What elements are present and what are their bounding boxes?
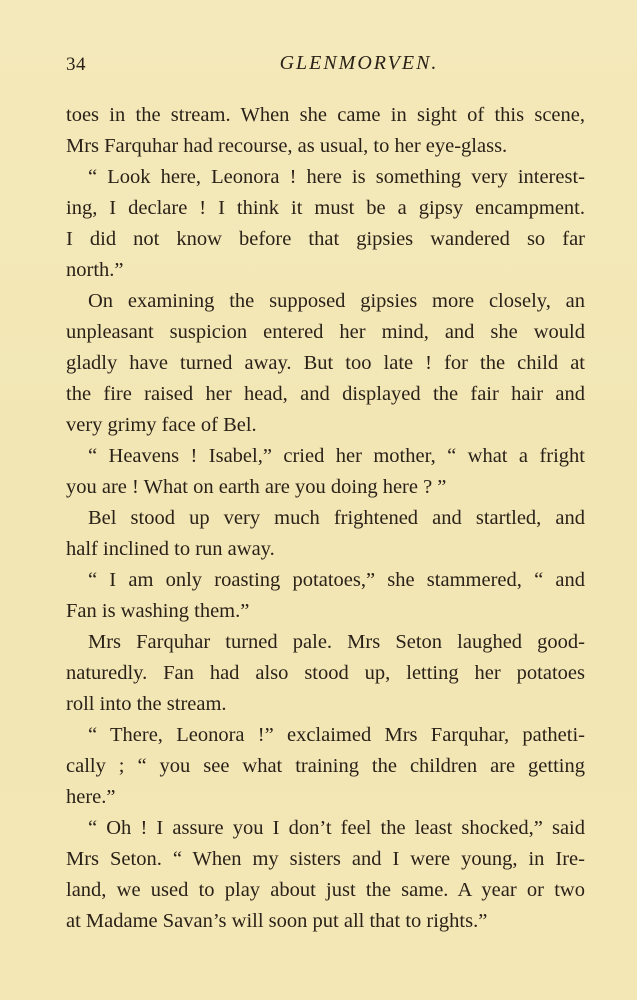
text-line: “ Heavens ! Isabel,” cried her mother, “ what a fright	[88, 445, 585, 467]
text-line: “ Look here, Leonora ! here is something very interest-	[88, 166, 585, 188]
text-line: the fire raised her head, and displayed the fair hair and	[66, 383, 585, 405]
running-head	[66, 50, 586, 80]
text-line: I did not know before that gipsies wandered so far	[66, 228, 585, 250]
text-line: On examining the supposed gipsies more closely, an	[88, 290, 585, 312]
text-line: Mrs Seton. “ When my sisters and I were young, in Ire-	[66, 848, 585, 870]
text-line: gladly have turned away. But too late ! for the child at	[66, 352, 585, 374]
running-title: GLENMORVEN.	[279, 52, 439, 74]
text-line: Mrs Farquhar had recourse, as usual, to her eye-glass.	[66, 135, 508, 157]
text-line: Fan is washing them.”	[66, 600, 250, 622]
text-line: cally ; “ you see what training the children are getting	[66, 755, 585, 777]
page-number: 34	[66, 54, 86, 75]
text-line: ing, I declare ! I think it must be a gipsy encampment.	[66, 197, 585, 219]
text-line: toes in the stream. When she came in sight of this scene,	[66, 104, 585, 126]
text-line: “ Oh ! I assure you I don’t feel the least shocked,” said	[88, 817, 585, 839]
text-line: you are ! What on earth are you doing here ? ”	[66, 476, 447, 498]
text-line: roll into the stream.	[66, 693, 227, 715]
text-line: land, we used to play about just the same. A year or two	[66, 879, 585, 901]
text-line: very grimy face of Bel.	[66, 414, 257, 436]
text-line: half inclined to run away.	[66, 538, 275, 560]
text-line: “ I am only roasting potatoes,” she stammered, “ and	[88, 569, 585, 591]
text-line: north.”	[66, 259, 124, 281]
text-line: Mrs Farquhar turned pale. Mrs Seton laughed good-	[88, 631, 585, 653]
text-line: unpleasant suspicion entered her mind, and she would	[66, 321, 585, 343]
text-line: naturedly. Fan had also stood up, letting her potatoes	[66, 662, 585, 684]
text-line: here.”	[66, 786, 116, 808]
text-line: at Madame Savan’s will soon put all that to rights.”	[66, 910, 488, 932]
text-line: Bel stood up very much frightened and startled, and	[88, 507, 585, 529]
body-text	[66, 100, 585, 937]
text-line: “ There, Leonora !” exclaimed Mrs Farquhar, patheti-	[88, 724, 585, 746]
